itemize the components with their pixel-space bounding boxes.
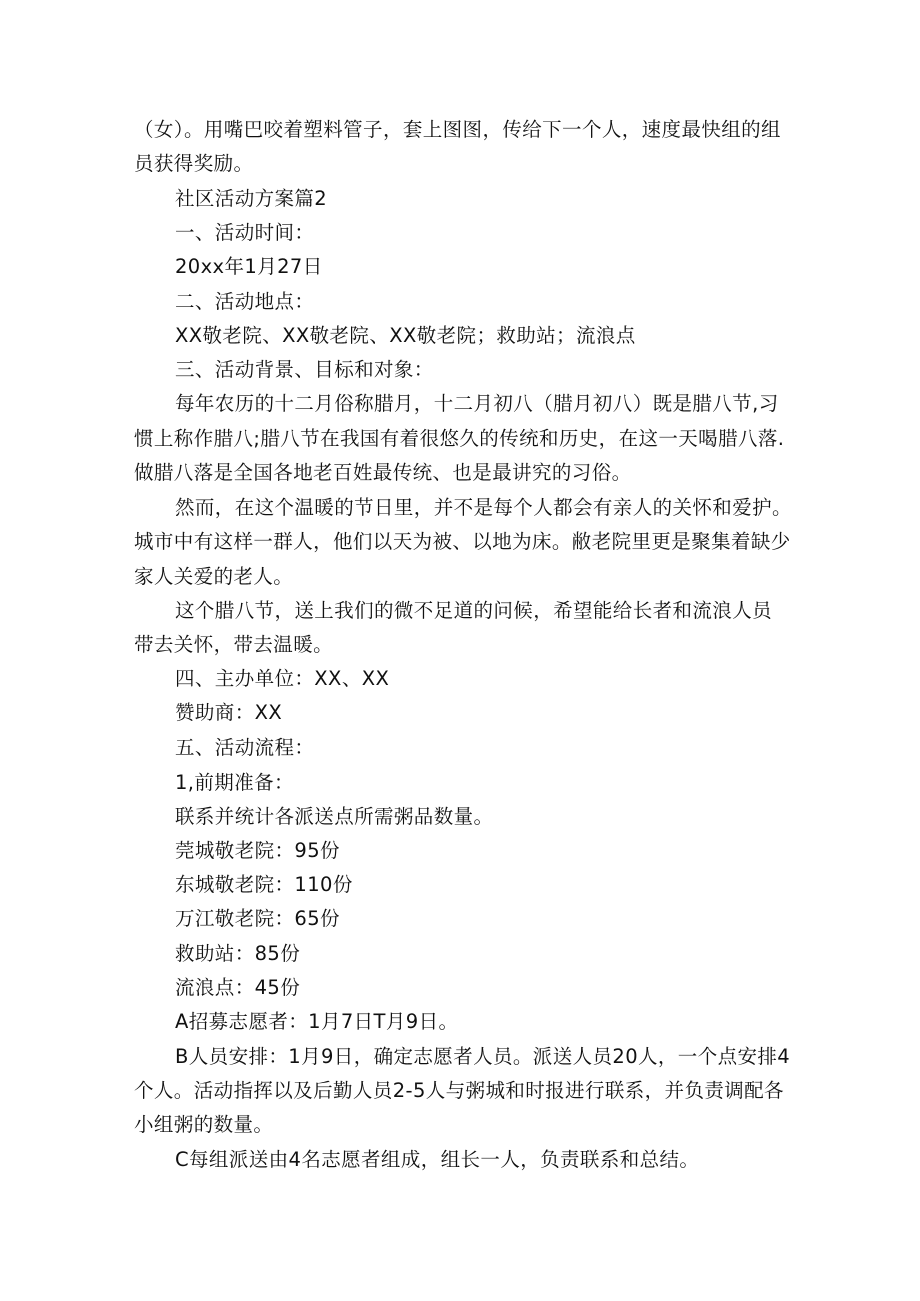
- section-heading: 三、活动背景、目标和对象：: [175, 358, 434, 381]
- text-line: A招募志愿者：1月7日T月9日。: [175, 1010, 459, 1033]
- section-heading: 五、活动流程：: [175, 736, 315, 759]
- list-item: 东城敬老院：110份: [175, 873, 353, 896]
- section-heading: 四、主办单位：XX、XX: [175, 667, 390, 690]
- text-line: 惯上称作腊八;腊八节在我国有着很悠久的传统和历史，在这一天喝腊八落.: [134, 427, 785, 450]
- text-line: C每组派送由4名志愿者组成，组长一人，负责联系和总结。: [175, 1148, 700, 1171]
- text-line: 城市中有这样一群人，他们以天为被、以地为床。敝老院里更是聚集着缺少: [134, 530, 791, 553]
- text-line: 联系并统计各派送点所需粥品数量。: [175, 805, 494, 828]
- text-line: 个人。活动指挥以及后勤人员2-5人与粥城和时报进行联系，并负责调配各: [134, 1079, 784, 1102]
- text-line: 做腊八落是全国各地老百姓最传统、也是最讲究的习俗。: [134, 461, 632, 484]
- text-line: 带去关怀，带去温暖。: [134, 633, 334, 656]
- list-item: 流浪点：45份: [175, 976, 301, 999]
- list-item: 救助站：85份: [175, 942, 301, 965]
- text-line: 员获得奖励。: [134, 152, 254, 175]
- text-line: 然而，在这个温暖的节日里，并不是每个人都会有亲人的关怀和爱护。: [175, 496, 792, 519]
- list-item: 莞城敬老院：95份: [175, 839, 340, 862]
- text-line: 20xx年1月27日: [175, 255, 323, 278]
- section-title: 社区活动方案篇2: [175, 187, 328, 210]
- text-line: 每年农历的十二月俗称腊月，十二月初八（腊月初八）既是腊八节,习: [175, 392, 779, 415]
- text-line: XX敬老院、XX敬老院、XX敬老院；救助站；流浪点: [175, 324, 636, 347]
- text-line: 这个腊八节，送上我们的微不足道的问候，希望能给长者和流浪人员: [175, 599, 773, 622]
- text-line: 小组粥的数量。: [134, 1113, 274, 1136]
- list-item: 万江敬老院：65份: [175, 907, 340, 930]
- section-heading: 一、活动时间：: [175, 221, 315, 244]
- text-line: （女）。用嘴巴咬着塑料管子，套上图图，传给下一个人，速度最快组的组: [134, 118, 781, 141]
- text-line: B人员安排：1月9日，确定志愿者人员。派送人员20人，一个点安排4: [175, 1045, 791, 1068]
- text-line: 赞助商：XX: [175, 701, 283, 724]
- text-line: 1,前期准备：: [175, 771, 294, 794]
- section-heading: 二、活动地点：: [175, 290, 315, 313]
- text-line: 家人关爱的老人。: [134, 565, 294, 588]
